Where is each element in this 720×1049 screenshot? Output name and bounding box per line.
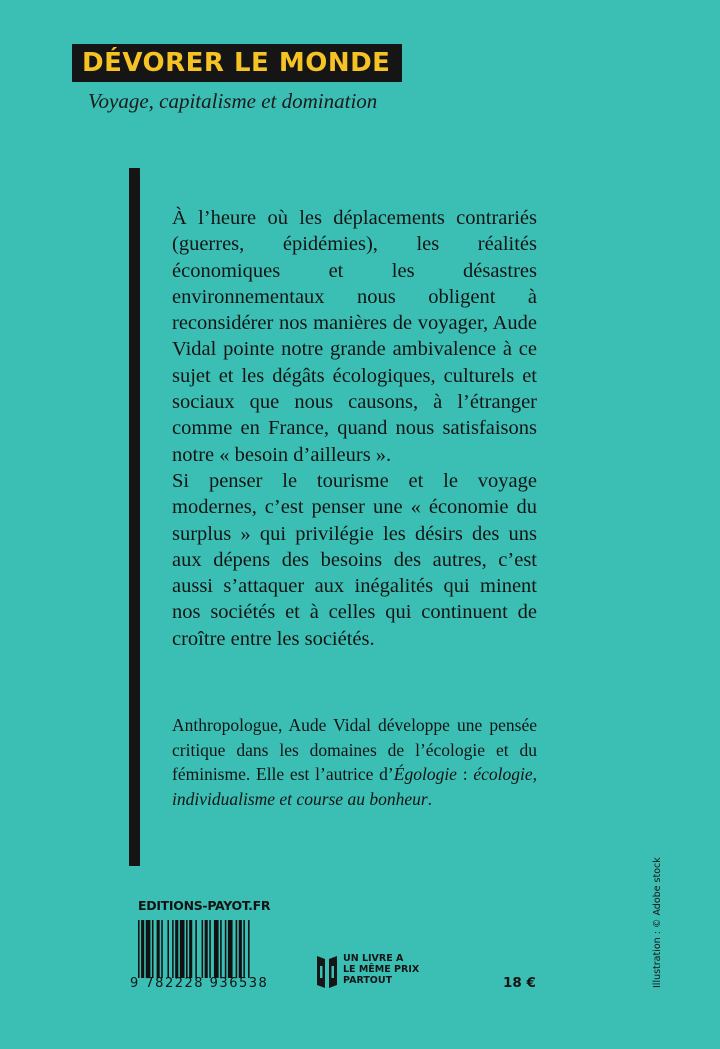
title-box (72, 44, 402, 82)
book-subtitle: Voyage, capitalisme et domination (88, 89, 378, 113)
price: 18 € (503, 975, 536, 991)
logo-line: UN LIVRE A (343, 953, 404, 964)
barcode-icon (138, 920, 288, 978)
blurb-paragraph: À l’heure où les déplacements contrariés (guerres, épidémies), les réalités économiques et les désastres environnementaux nous obligent à reconsidérer nos manières de voyager, Aude Vidal pointe notre grande ambivalence à ce sujet et les dégâts écologiques, culturels et sociaux que nous causons, à l’étranger comme en France, quand nous satisfaisons notre « besoin d’ailleurs ». (172, 207, 537, 466)
bio-end: . (427, 788, 433, 809)
blurb (172, 205, 537, 652)
bio-colon: : (456, 764, 474, 784)
bio-text: Anthropologue, Aude Vidal développe une pensée critique dans les domaines de l’écologie et du féminisme. Elle est l’autrice d’ (172, 715, 537, 784)
vertical-rule (129, 168, 140, 866)
blurb-paragraph: Si penser le tourisme et le voyage modernes, c’est penser une « économie du surplus » qui privilégie les désirs des uns aux dépens des besoins des autres, c’est aussi s’attaquer aux inégalités qui minent nos sociétés et à celles qui continuent de croître entre les sociétés. (172, 469, 537, 650)
prix-unique-text (343, 953, 433, 986)
logo-line: LE MÊME PRIX (343, 964, 420, 975)
illustration-credit: Illustration : © Adobe stock (652, 857, 663, 988)
book-price-logo-icon (316, 954, 338, 990)
book-title: DÉVORER LE MONDE (82, 48, 391, 78)
logo-line: PARTOUT (343, 975, 393, 986)
publisher-url: EDITIONS-PAYOT.FR (138, 898, 271, 913)
author-bio (172, 713, 537, 811)
bio-book-subtitle: écologie, individualisme et course au bonheur (172, 764, 537, 809)
bio-book-title: Égologie (393, 764, 457, 784)
isbn-number: 9 782228 936538 (130, 976, 269, 991)
